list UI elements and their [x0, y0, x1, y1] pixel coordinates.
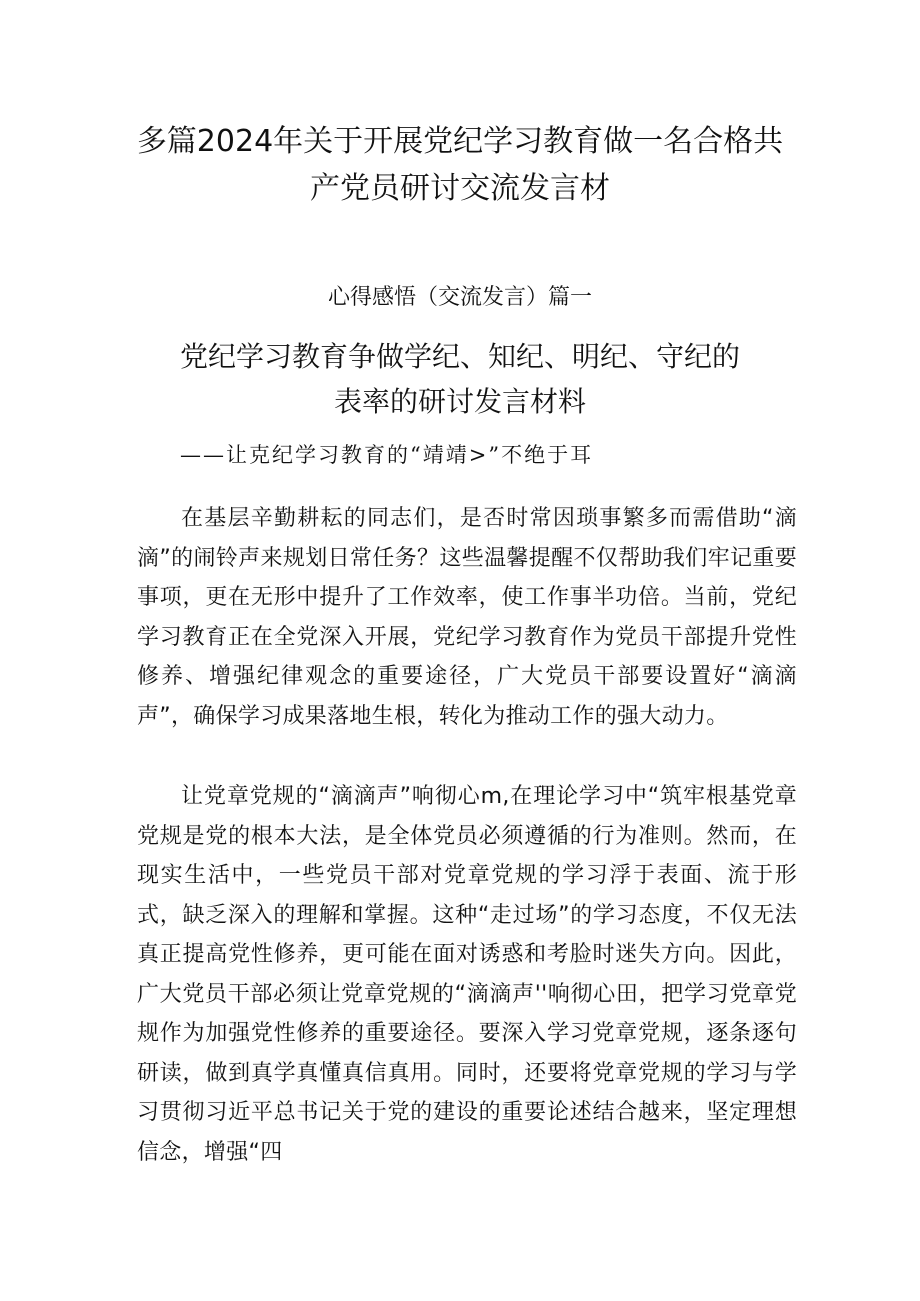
- speech-title-line-1: 党纪学习教育争做学纪、知纪、明纪、守纪的: [179, 340, 740, 373]
- body-paragraph-1: 在基层辛勤耕耘的同志们，是否时常因琐事繁多而需借助“滴滴”的闹铃声来规划日常任务？这些温馨提醒不仅帮助我们牢记重要事项，更在无形中提升了工作效率，使工作事半功倍。当前，党纪学习教育正在全党深入开展，党纪学习教育作为党员干部提升党性修养、增强纪律观念的重要途径，广大党员干部要设置好“滴滴声”，确保学习成果落地生根，转化为推动工作的强大动力。: [137, 506, 797, 729]
- body-paragraph-2: 让党章党规的“滴滴声”响彻心m,在理论学习中“筑牢根基党章党规是党的根本大法，是全体党员必须遵循的行为准则。然而，在现实生活中，一些党员干部对党章党规的学习浮于表面、流于形式，缺乏深入的理解和掌握。这种“走过场”的学习态度，不仅无法真正提高党性修养，更可能在面对诱惑和考脸时迷失方向。因此，广大党员干部必须让党章党规的“滴滴声''响彻心田，把学习党章党规作为加强党性修养的重要途径。要深入学习党章党规，逐条逐句研读，做到真学真懂真信真用。同时，还要将党章党规的学习与学习贯彻习近平总书记关于党的建设的重要论述结合越来，坚定理想信念，增强“四: [137, 784, 797, 1165]
- speech-tagline: ——让克纪学习教育的“靖靖>”不绝于耳: [180, 443, 594, 467]
- speech-title-line-2: 表率的研讨发言材料: [333, 385, 586, 418]
- document-title-line-1: 多篇2024年关于开展党纪学习教育做一名合格共: [136, 124, 784, 159]
- section-label: 心得感悟（交流发言）篇一: [327, 285, 592, 310]
- speech-title: [100, 334, 820, 424]
- document-title-line-2: 产党员研讨交流发言材: [310, 171, 610, 206]
- document-title: [100, 118, 820, 212]
